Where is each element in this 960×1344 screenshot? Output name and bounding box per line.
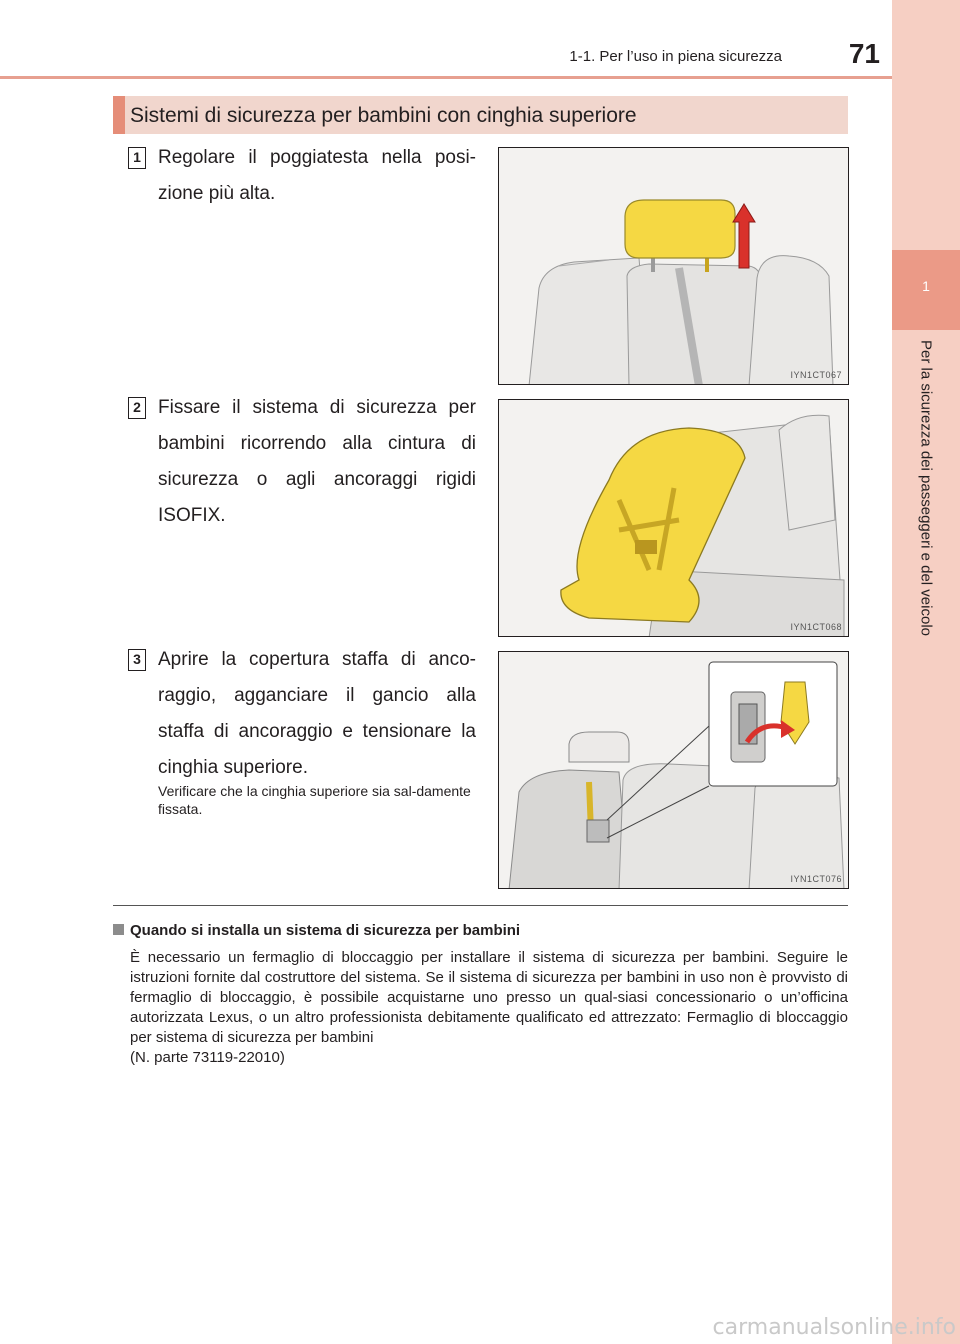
info-part-number: (N. parte 73119-22010) xyxy=(130,1049,285,1066)
info-heading-text: Quando si installa un sistema di sicurezza per bambini xyxy=(130,922,521,939)
header-divider xyxy=(0,76,892,79)
page-number: 71 xyxy=(848,38,880,69)
step-text-3: Aprire la copertura staffa di anco-raggio, agganciare il gancio alla staffa di ancoraggio e tensionare la cinghia superiore. xyxy=(158,649,476,778)
chapter-number: 1 xyxy=(922,278,930,294)
watermark: carmanualsonline.info xyxy=(712,1315,956,1340)
figure-tether-strap xyxy=(498,651,849,889)
step-number-3: 3 xyxy=(128,649,146,671)
tether-strap-illustration xyxy=(499,652,849,889)
step-note-3: Verificare che la cinghia superiore sia sal-damente fissata. xyxy=(158,783,471,817)
info-heading xyxy=(113,922,520,939)
step-number-1: 1 xyxy=(128,147,146,169)
figure-code: IYN1CT068 xyxy=(790,622,842,632)
running-header: 1-1. Per l’uso in piena sicurezza xyxy=(569,48,782,65)
section-title: Sistemi di sicurezza per bambini con cinghia superiore xyxy=(130,104,637,127)
chapter-title: Per la sicurezza dei passeggeri e del veicolo xyxy=(917,340,935,636)
step-text-1: Regolare il poggiatesta nella posi-zione più alta. xyxy=(158,147,476,204)
info-body xyxy=(130,948,848,1068)
figure-code: IYN1CT067 xyxy=(790,370,842,380)
headrest-illustration xyxy=(499,148,849,385)
figure-child-seat xyxy=(498,399,849,637)
step-text-2: Fissare il sistema di sicurezza per bambini ricorrendo alla cintura di sicurezza o agli ancoraggi rigidi ISOFIX. xyxy=(158,397,476,526)
chapter-title-vertical xyxy=(900,340,952,700)
child-seat-illustration xyxy=(499,400,849,637)
info-paragraph: È necessario un fermaglio di bloccaggio per installare il sistema di sicurezza per bambini. Seguire le istruzioni fornite dal costruttore del sistema. Se il sistema di sicurezza per bambini in uso non è provvisto di fermaglio di bloccaggio, è possibile acquistarne uno presso un qual-siasi concessionario o un’officina autorizzata Lexus, o un altro professionista debitamente qualificato ed attrezzato: Fermaglio di bloccaggio per sistema di sicurezza per bambini xyxy=(130,949,848,1046)
figure-headrest xyxy=(498,147,849,385)
step-number-2: 2 xyxy=(128,397,146,419)
figure-code: IYN1CT076 xyxy=(790,874,842,884)
section-divider xyxy=(113,905,848,906)
bullet-square-icon xyxy=(113,924,124,935)
